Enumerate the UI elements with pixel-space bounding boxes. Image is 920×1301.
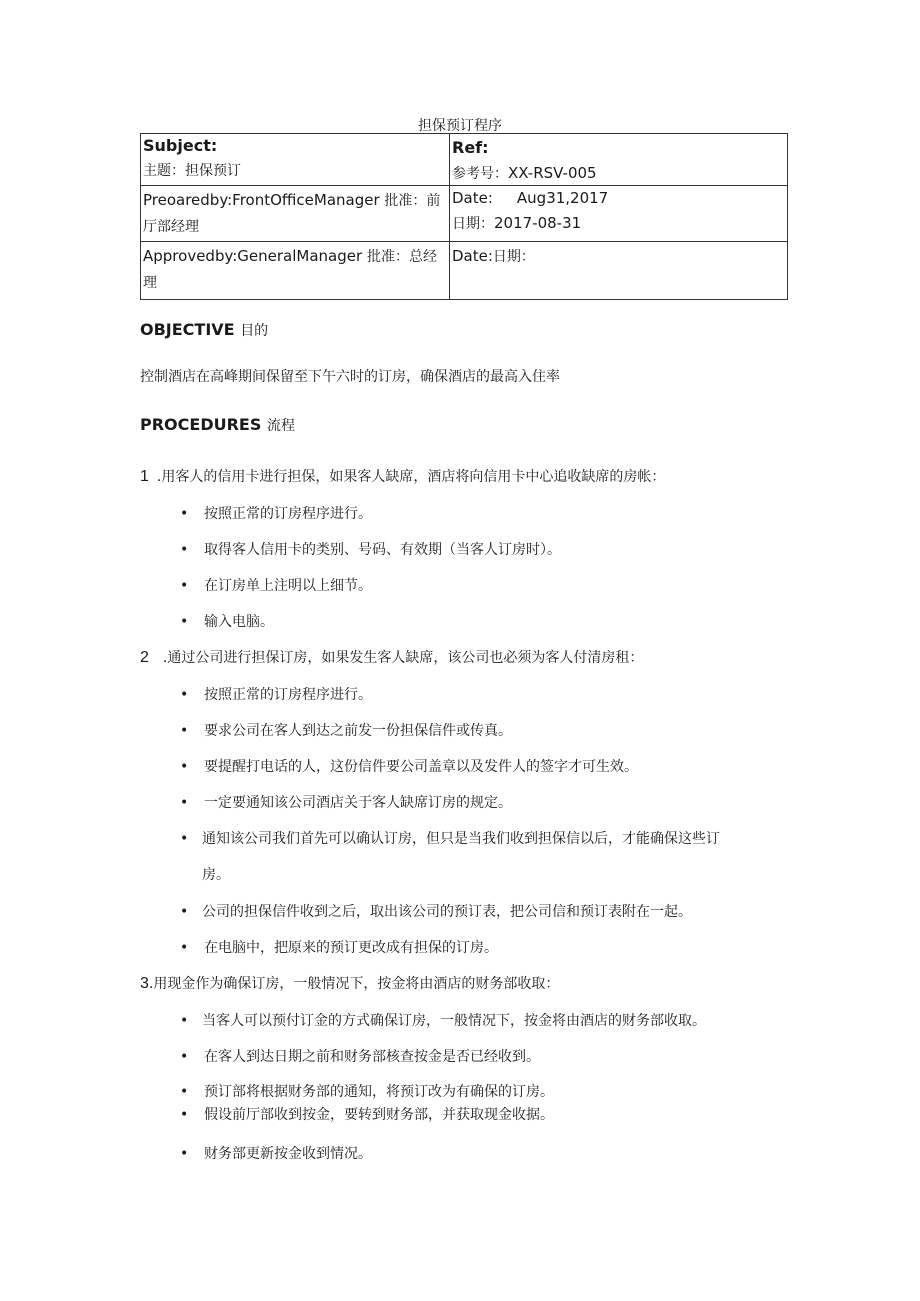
bullet-icon: • bbox=[180, 1107, 189, 1123]
prepared-cell bbox=[141, 186, 450, 242]
procedures-heading bbox=[140, 415, 295, 435]
list-item: • 输入电脑。 bbox=[180, 614, 274, 630]
prepared-by-zh: 批准：前厅部经理 bbox=[143, 193, 441, 235]
ref-value: XX-RSV-005 bbox=[508, 164, 597, 182]
bullet-icon: • bbox=[180, 831, 189, 847]
date-zh-value: 2017-08-31 bbox=[494, 214, 582, 232]
item-number: 1 bbox=[140, 468, 149, 485]
bullet-icon: • bbox=[180, 1013, 189, 1029]
bullet-icon: • bbox=[180, 904, 189, 920]
procedure-item-1 bbox=[140, 466, 665, 486]
list-item: • 预订部将根据财务部的通知，将预订改为有确保的订房。 bbox=[180, 1084, 554, 1100]
bullet-icon: • bbox=[180, 542, 189, 558]
bullet-icon: • bbox=[180, 723, 189, 739]
list-item: • 公司的担保信件收到之后，取出该公司的预订表，把公司信和预订表附在一起。 bbox=[180, 904, 692, 920]
document-title: 担保预订程序 bbox=[418, 118, 502, 134]
bullet-icon: • bbox=[180, 578, 189, 594]
procedures-heading-en: PROCEDURES bbox=[140, 415, 262, 434]
list-item-continuation: 房。 bbox=[202, 867, 230, 883]
objective-heading bbox=[140, 320, 268, 340]
bullet-icon: • bbox=[180, 795, 189, 811]
item-text: .用现金作为确保订房，一般情况下，按金将由酒店的财务部收取： bbox=[148, 976, 560, 992]
approved-date-zh: 日期： bbox=[492, 249, 535, 265]
item-text: .用客人的信用卡进行担保，如果客人缺席，酒店将向信用卡中心追收缺席的房帐： bbox=[156, 469, 666, 485]
list-item: • 要提醒打电话的人，这份信件要公司盖章以及发件人的签字才可生效。 bbox=[180, 759, 638, 775]
bullet-icon: • bbox=[180, 940, 189, 956]
header-table bbox=[140, 133, 788, 300]
list-item: • 按照正常的订房程序进行。 bbox=[180, 506, 372, 522]
objective-text: 控制酒店在高峰期间保留至下午六时的订房，确保酒店的最高入住率 bbox=[140, 369, 560, 385]
list-item: • 假设前厅部收到按金，要转到财务部，并获取现金收据。 bbox=[180, 1107, 554, 1123]
bullet-icon: • bbox=[180, 1084, 189, 1100]
bullet-icon: • bbox=[180, 759, 189, 775]
bullet-icon: • bbox=[180, 687, 189, 703]
approved-by: Approvedby:GeneralManager bbox=[143, 247, 363, 265]
subject-cell bbox=[141, 134, 450, 186]
item-number: 3 bbox=[140, 975, 149, 992]
list-item: • 按照正常的订房程序进行。 bbox=[180, 687, 372, 703]
subject-label: Subject: bbox=[143, 136, 218, 155]
list-item: • 在客人到达日期之前和财务部核查按金是否已经收到。 bbox=[180, 1049, 540, 1065]
approved-date-label: Date: bbox=[452, 247, 493, 265]
date-label: Date: bbox=[452, 189, 493, 207]
list-item: • 在订房单上注明以上细节。 bbox=[180, 578, 372, 594]
approved-date-cell bbox=[450, 242, 788, 300]
ref-zh-label: 参考号： bbox=[452, 166, 508, 182]
ref-cell bbox=[450, 134, 788, 186]
prepared-by: Preoaredby:FrontOfficeManager bbox=[143, 191, 380, 209]
procedure-item-3 bbox=[140, 973, 559, 993]
bullet-icon: • bbox=[180, 1146, 189, 1162]
objective-heading-en: OBJECTIVE bbox=[140, 320, 235, 339]
date-cell bbox=[450, 186, 788, 242]
list-item: • 财务部更新按金收到情况。 bbox=[180, 1146, 372, 1162]
list-item: • 当客人可以预付订金的方式确保订房，一般情况下，按金将由酒店的财务部收取。 bbox=[180, 1013, 706, 1029]
procedures-heading-zh: 流程 bbox=[266, 418, 295, 434]
list-item: • 一定要通知该公司酒店关于客人缺席订房的规定。 bbox=[180, 795, 512, 811]
list-item: • 要求公司在客人到达之前发一份担保信件或传真。 bbox=[180, 723, 512, 739]
date-value: Aug31,2017 bbox=[516, 189, 609, 207]
item-text: .通过公司进行担保订房，如果发生客人缺席，该公司也必须为客人付清房租： bbox=[162, 650, 644, 666]
item-number: 2 bbox=[140, 649, 149, 666]
objective-heading-zh: 目的 bbox=[240, 323, 269, 339]
list-item: • 在电脑中，把原来的预订更改成有担保的订房。 bbox=[180, 940, 498, 956]
subject-zh: 主题：担保预订 bbox=[143, 163, 241, 179]
approved-by-zh: 批准：总经理 bbox=[143, 249, 437, 291]
list-item: • 取得客人信用卡的类别、号码、有效期（当客人订房时）。 bbox=[180, 542, 561, 558]
bullet-icon: • bbox=[180, 1049, 189, 1065]
date-zh-label: 日期： bbox=[452, 216, 494, 232]
bullet-icon: • bbox=[180, 506, 189, 522]
procedure-item-2 bbox=[140, 647, 643, 667]
list-item: • 通知该公司我们首先可以确认订房，但只是当我们收到担保信以后，才能确保这些订 bbox=[180, 831, 720, 847]
ref-label: Ref: bbox=[452, 138, 489, 157]
approved-cell bbox=[141, 242, 450, 300]
bullet-icon: • bbox=[180, 614, 189, 630]
